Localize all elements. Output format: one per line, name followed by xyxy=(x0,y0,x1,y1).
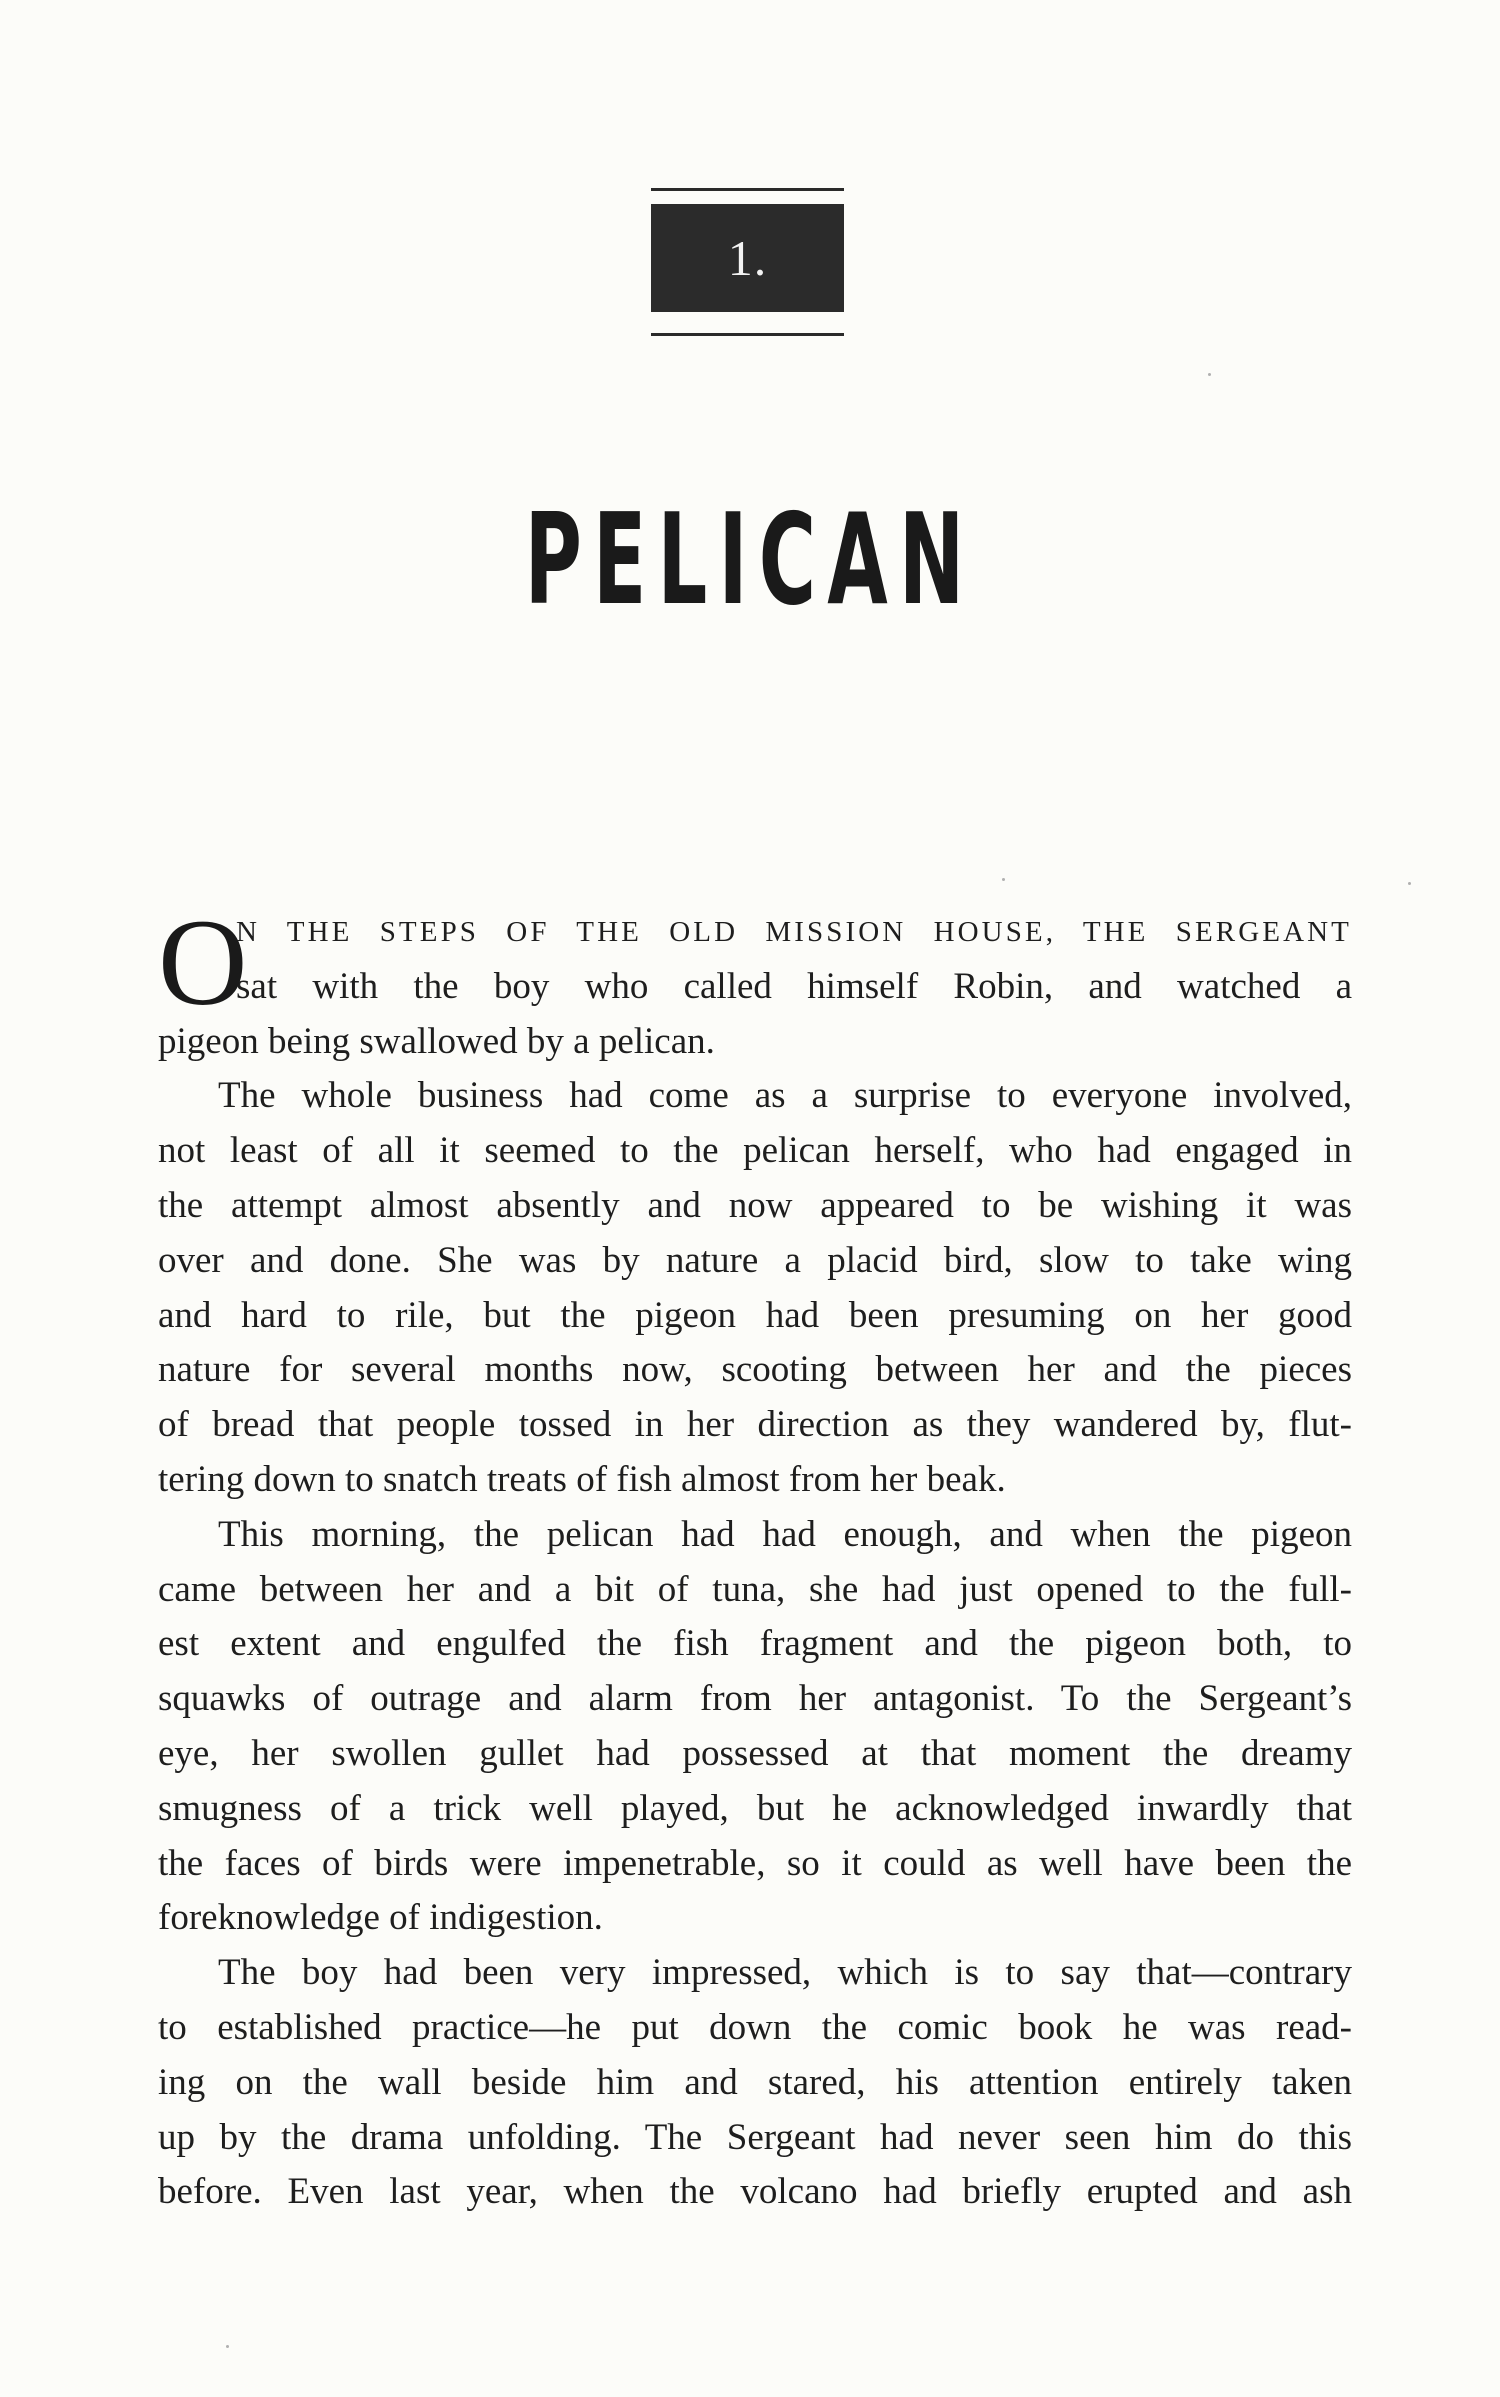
text-line: N THE STEPS OF THE OLD MISSION HOUSE, THE SERGEANT xyxy=(236,916,1352,948)
text-line: This morning, the pelican had had enough, and when the pigeon xyxy=(218,1513,1352,1555)
text-line: The whole business had come as a surprise to everyone involved, xyxy=(218,1075,1352,1117)
text-line: sat with the boy who called himself Robin, and watched a xyxy=(236,965,1352,1007)
text-line: est extent and engulfed the fish fragment and the pigeon both, to xyxy=(158,1623,1352,1665)
text-line: tering down to snatch treats of fish almost from her beak. xyxy=(158,1458,1006,1500)
chapter-number-block xyxy=(651,188,844,338)
text-line: eye, her swollen gullet had possessed at that moment the dreamy xyxy=(158,1732,1352,1774)
text-line: squawks of outrage and alarm from her antagonist. To the Sergeant’s xyxy=(158,1678,1352,1720)
scan-speck xyxy=(1002,878,1005,881)
text-line: to established practice—he put down the comic book he was read- xyxy=(158,2006,1352,2048)
text-line: not least of all it seemed to the pelican herself, who had engaged in xyxy=(158,1130,1352,1172)
text-line: the attempt almost absently and now appeared to be wishing it was xyxy=(158,1184,1352,1226)
text-line: pigeon being swallowed by a pelican. xyxy=(158,1020,715,1062)
text-line: before. Even last year, when the volcano had briefly erupted and ash xyxy=(158,2171,1352,2213)
text-line: came between her and a bit of tuna, she had just opened to the full- xyxy=(158,1568,1352,1610)
chapter-rule-top xyxy=(651,188,844,191)
text-line: over and done. She was by nature a placid bird, slow to take wing xyxy=(158,1239,1352,1281)
chapter-title: PELICAN xyxy=(524,486,976,633)
scan-speck xyxy=(226,2345,229,2348)
text-line: smugness of a trick well played, but he acknowledged inwardly that xyxy=(158,1787,1352,1829)
body-text xyxy=(158,894,1352,2220)
scan-speck xyxy=(1408,882,1411,885)
text-line: of bread that people tossed in her direction as they wandered by, flut- xyxy=(158,1404,1352,1446)
text-line: up by the drama unfolding. The Sergeant had never seen him do this xyxy=(158,2116,1352,2158)
text-line: the faces of birds were impenetrable, so it could as well have been the xyxy=(158,1842,1352,1884)
scan-speck xyxy=(1208,373,1211,376)
chapter-rule-bottom xyxy=(651,333,844,336)
text-line: and hard to rile, but the pigeon had been presuming on her good xyxy=(158,1294,1352,1336)
drop-cap: O xyxy=(158,894,248,1031)
text-line: nature for several months now, scooting between her and the pieces xyxy=(158,1349,1352,1391)
chapter-number: 1. xyxy=(651,204,844,312)
text-line: foreknowledge of indigestion. xyxy=(158,1897,603,1939)
text-line: The boy had been very impressed, which is to say that—contrary xyxy=(218,1952,1352,1994)
text-line: ing on the wall beside him and stared, his attention entirely taken xyxy=(158,2061,1352,2103)
